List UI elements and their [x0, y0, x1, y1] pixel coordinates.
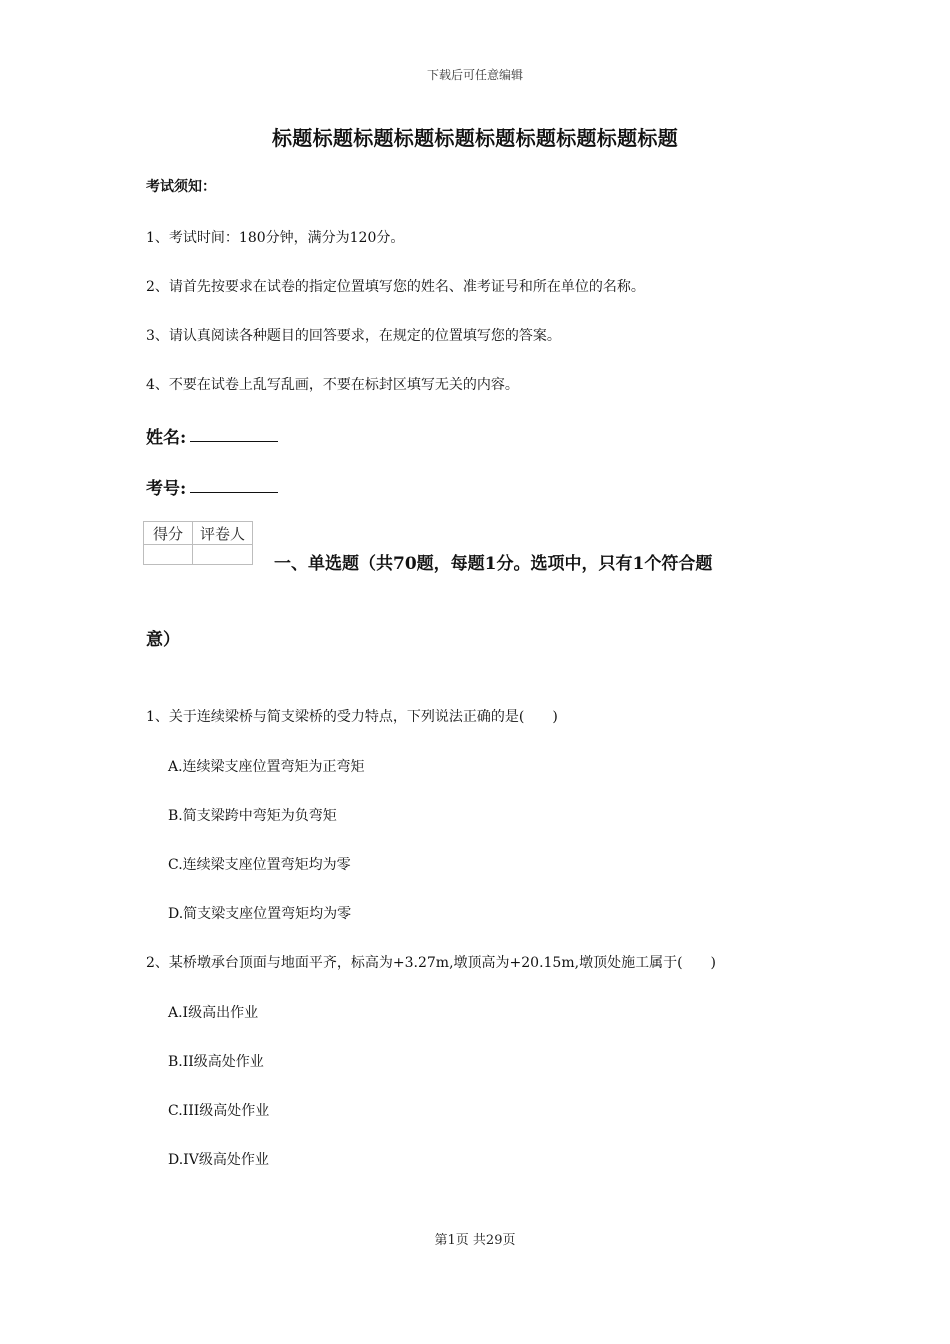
score-table	[143, 521, 253, 565]
header-note: 下载后可任意编辑	[426, 68, 523, 82]
notice-heading: 考试须知：	[146, 179, 216, 195]
exam-number-blank-line[interactable]	[190, 492, 278, 493]
question-option: D.简支梁支座位置弯矩均为零	[168, 906, 352, 922]
page-footer: 第1页 共29页	[434, 1233, 516, 1248]
document-title: 标题标题标题标题标题标题标题标题标题标题	[272, 126, 678, 150]
question-stem: 1、关于连续梁桥与简支梁桥的受力特点，下列说法正确的是( )	[146, 709, 558, 725]
notice-item: 2、请首先按要求在试卷的指定位置填写您的姓名、准考证号和所在单位的名称。	[146, 279, 645, 295]
question-option: B.II级高处作业	[168, 1054, 264, 1070]
question-option: A.连续梁支座位置弯矩为正弯矩	[168, 759, 365, 775]
grader-header: 评卷人	[193, 522, 253, 545]
question-stem: 2、某桥墩承台顶面与地面平齐，标高为+3.27m,墩顶高为+20.15m,墩顶处施工属于( )	[146, 955, 716, 971]
question-option: A.I级高出作业	[168, 1005, 259, 1021]
question-option: C.III级高处作业	[168, 1103, 270, 1119]
score-cell[interactable]	[144, 545, 193, 565]
score-header: 得分	[144, 522, 193, 545]
section-title: 一、单选题（共70题，每题1分。选项中，只有1个符合题	[274, 554, 713, 574]
notice-item: 1、考试时间：180分钟，满分为120分。	[146, 230, 405, 246]
question-option: B.简支梁跨中弯矩为负弯矩	[168, 808, 337, 824]
name-blank-line[interactable]	[190, 441, 278, 442]
notice-item: 3、请认真阅读各种题目的回答要求，在规定的位置填写您的答案。	[146, 328, 561, 344]
name-label: 姓名:	[146, 428, 187, 448]
section-title-continued: 意）	[146, 630, 180, 650]
grader-cell[interactable]	[193, 545, 253, 565]
question-option: D.IV级高处作业	[168, 1152, 269, 1168]
question-option: C.连续梁支座位置弯矩均为零	[168, 857, 351, 873]
exam-number-label: 考号:	[146, 479, 187, 499]
notice-item: 4、不要在试卷上乱写乱画，不要在标封区填写无关的内容。	[146, 377, 519, 393]
